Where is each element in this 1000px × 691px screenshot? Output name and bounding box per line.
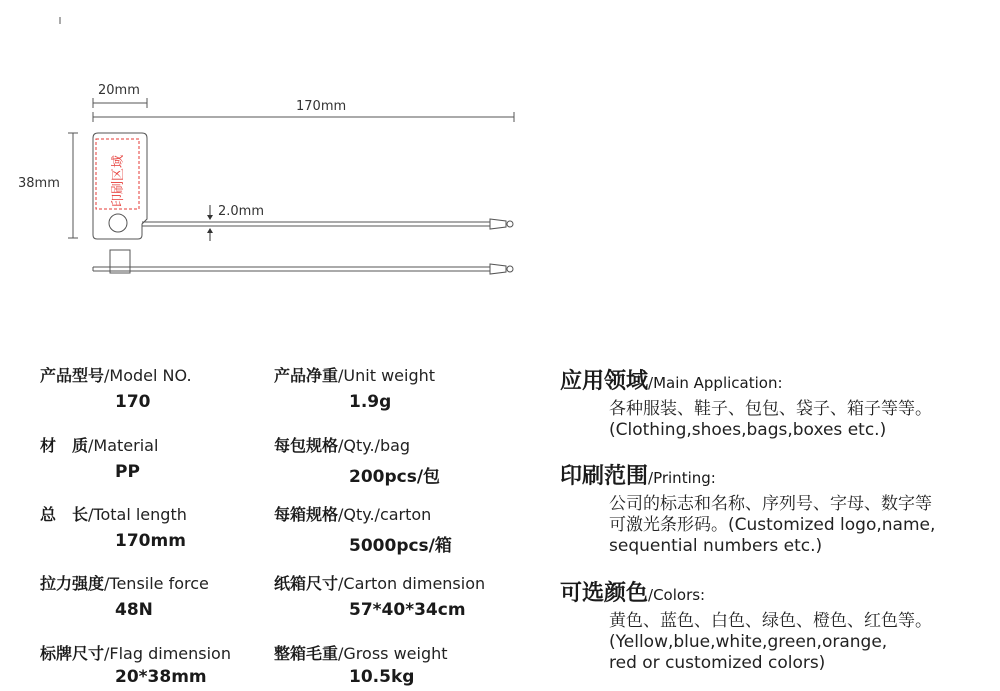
spec-model: 产品型号/Model NO. 170 xyxy=(40,366,192,412)
spec-qty-bag: 每包规格/Qty./bag 200pcs/包 xyxy=(274,436,441,487)
section-printing: 印刷范围/Printing: 公司的标志和名称、序列号、字母、数字等 可激光条形码。(Customized logo,name, sequential numbers etc.) xyxy=(560,464,936,556)
print-area-label: 印刷区域 xyxy=(111,154,126,207)
spec-total-length: 总 长/Total length 170mm xyxy=(40,505,187,551)
lock-head-side xyxy=(110,250,130,273)
dim-label-20: 20mm xyxy=(98,83,140,98)
spec-qty-carton: 每箱规格/Qty./carton 5000pcs/箱 xyxy=(274,505,452,556)
strap-tip-2 xyxy=(490,264,506,274)
spec-gross-weight: 整箱毛重/Gross weight 10.5kg xyxy=(274,644,448,687)
spec-unit-weight: 产品净重/Unit weight 1.9g xyxy=(274,366,436,412)
dim-label-170: 170mm xyxy=(296,99,347,114)
dim-label-38: 38mm xyxy=(18,176,60,191)
strap-tip-1 xyxy=(490,219,506,229)
product-dimension-diagram xyxy=(0,0,1000,320)
spec-tensile-force: 拉力强度/Tensile force 48N xyxy=(40,574,209,620)
spec-material: 材 质/Material PP xyxy=(40,436,159,482)
tag-hole xyxy=(109,214,127,232)
spec-flag-dimension: 标牌尺寸/Flag dimension 20*38mm xyxy=(40,644,231,687)
dim-label-2: 2.0mm xyxy=(218,204,265,219)
section-colors: 可选颜色/Colors: 黄色、蓝色、白色、绿色、橙色、红色等。 (Yellow,blue,white,green,orange, red or customized colors) xyxy=(560,581,932,673)
spec-carton-dimension: 纸箱尺寸/Carton dimension 57*40*34cm xyxy=(274,574,486,620)
section-main-application: 应用领域/Main Application: 各种服装、鞋子、包包、袋子、箱子等等。 (Clothing,shoes,bags,boxes etc.) xyxy=(560,369,932,440)
